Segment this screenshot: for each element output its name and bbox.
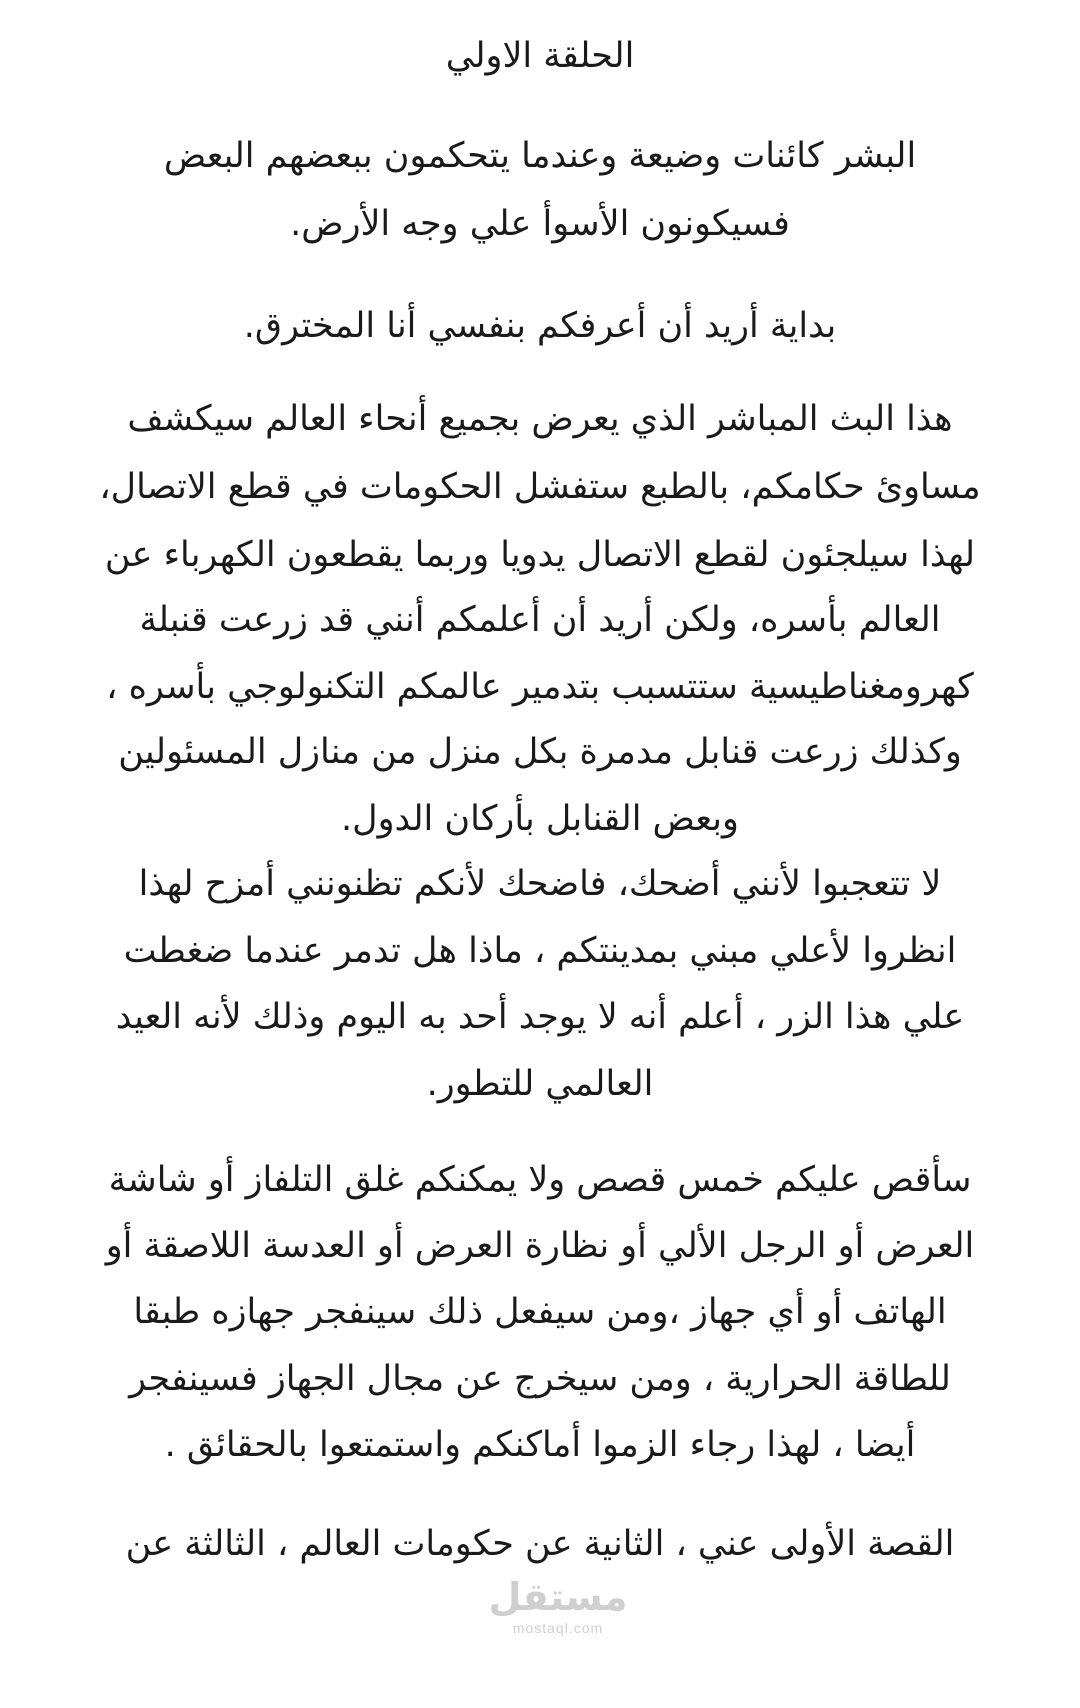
paragraph-line: لهذا سيلجئون لقطع الاتصال يدويا وربما يقطعون الكهرباء عن (104, 535, 976, 575)
paragraph-line: بداية أريد أن أعرفكم بنفسي أنا المخترق. (243, 306, 837, 346)
paragraph-line: العالم بأسره، ولكن أريد أن أعلمكم أنني قد زرعت قنبلة (139, 600, 941, 640)
paragraph-line: هذا البث المباشر الذي يعرض بجميع أنحاء العالم سيكشف (127, 399, 953, 439)
paragraph-line: انظروا لأعلي مبني بمدينتكم ، ماذا هل تدمر عندما ضغطت (123, 931, 957, 971)
mostaql-watermark (478, 1574, 638, 1654)
paragraph-line: القصة الأولى عني ، الثانية عن حكومات العالم ، الثالثة عن (125, 1524, 955, 1564)
paragraph-line: لا تتعجبوا لأنني أضحك، فاضحك لأنكم تظنونني أمزح لهذا (138, 864, 942, 904)
paragraph-line: كهرومغناطيسية ستتسبب بتدمير عالمكم التكنولوجي بأسره ، (106, 667, 974, 707)
watermark-logo: مستقل (488, 1575, 628, 1619)
paragraph-line: وبعض القنابل بأركان الدول. (341, 799, 739, 839)
episode-title: الحلقة الاولي (445, 36, 635, 76)
paragraph-line: أيضا ، لهذا رجاء الزموا أماكنكم واستمتعوا بالحقائق . (164, 1425, 916, 1465)
paragraph-line: علي هذا الزر ، أعلم أنه لا يوجد أحد به اليوم وذلك لأنه العيد (115, 997, 965, 1037)
paragraph-line: الهاتف أو أي جهاز ،ومن سيفعل ذلك سينفجر جهازه طبقا (133, 1292, 947, 1332)
paragraph-line: العالمي للتطور. (426, 1064, 654, 1104)
paragraph-line: البشر كائنات وضيعة وعندما يتحكمون ببعضهم البعض (163, 136, 917, 176)
paragraph-line: للطاقة الحرارية ، ومن سيخرج عن مجال الجهاز فسينفجر (129, 1359, 951, 1399)
paragraph-line: العرض أو الرجل الألي أو نظارة العرض أو العدسة اللاصقة أو (105, 1226, 975, 1266)
paragraph-line: مساوئ حكامكم، بالطبع ستفشل الحكومات في قطع الاتصال، (99, 467, 981, 507)
paragraph-line: سأقص عليكم خمس قصص ولا يمكنكم غلق التلفاز أو شاشة (108, 1160, 972, 1200)
paragraph-line: فسيكونون الأسوأ علي وجه الأرض. (290, 204, 790, 244)
paragraph-line: وكذلك زرعت قنابل مدمرة بكل منزل من منازل المسئولين (118, 732, 962, 772)
watermark-url: mostaql.com (512, 1620, 604, 1636)
